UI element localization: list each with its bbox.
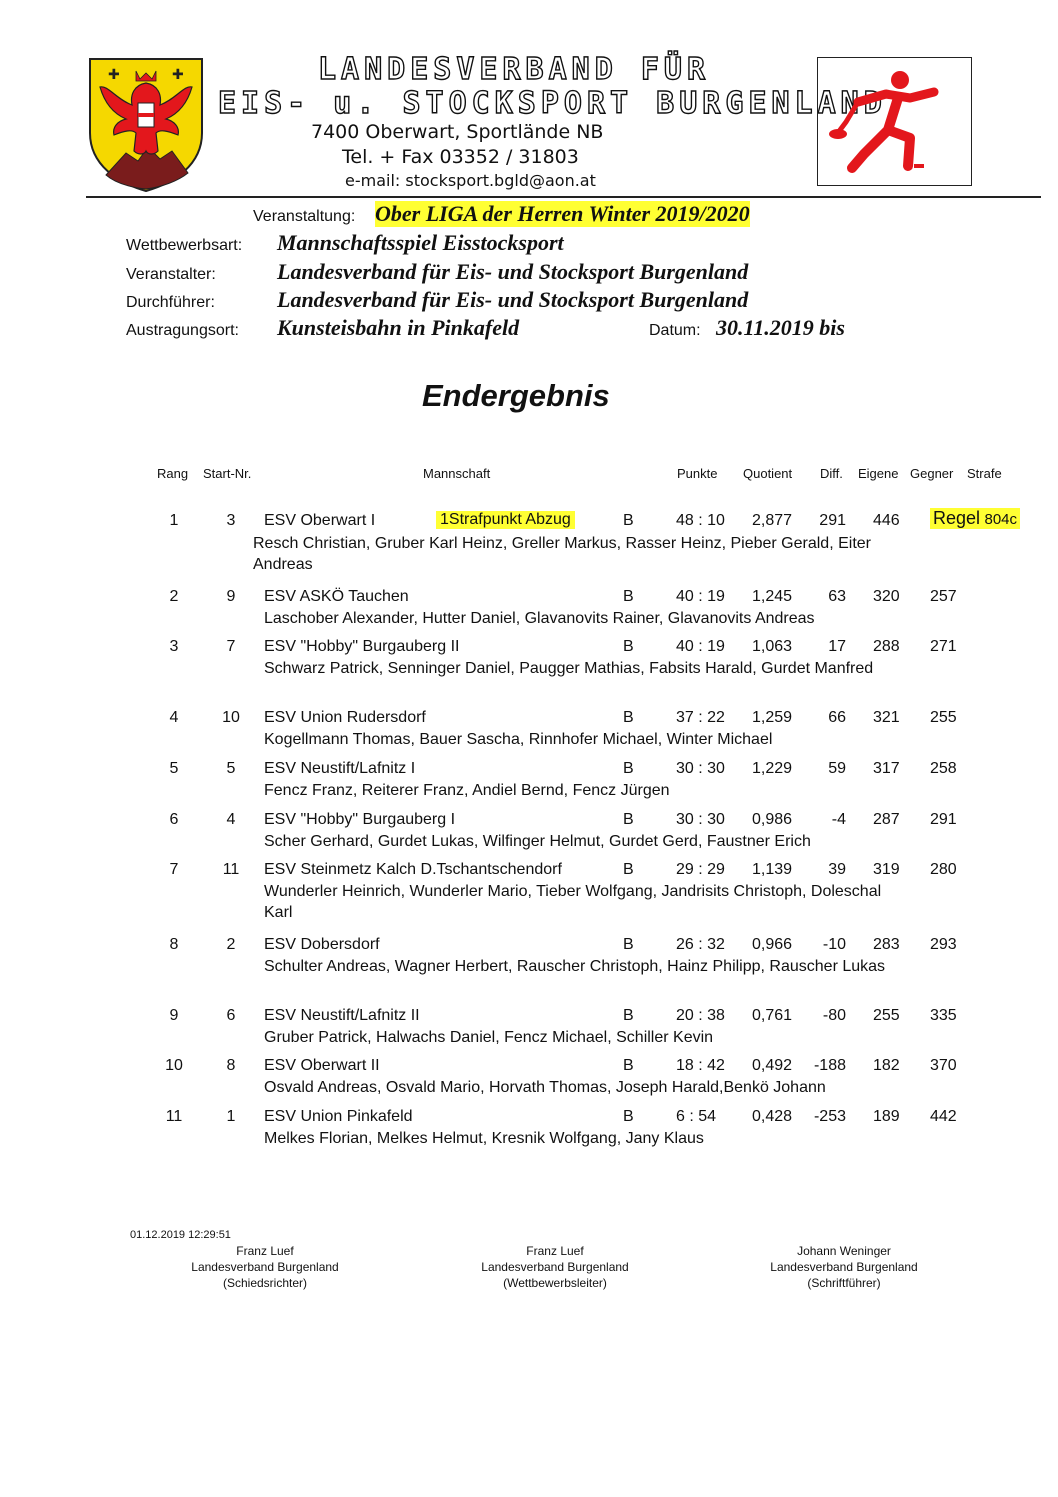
row-4-group: B [623, 709, 634, 726]
row-2-quotient: 1,245 [752, 588, 793, 605]
organization-phone: Tel. + Fax 03352 / 31803 [342, 146, 579, 168]
row-10-group: B [623, 1057, 634, 1074]
row-11-start: 1 [226, 1108, 236, 1125]
row-9-group: B [623, 1007, 634, 1024]
row-7-punkte: 29 : 29 [676, 861, 725, 878]
organization-name-line1: LANDESVERBAND FÜR [318, 52, 711, 87]
row-7-team: ESV Steinmetz Kalch D.Tschantschendorf [264, 861, 562, 878]
row-3-gegner: 271 [930, 638, 957, 655]
row-7-group: B [623, 861, 634, 878]
row-10-punkte: 18 : 42 [676, 1057, 725, 1074]
row-5-diff: 59 [828, 760, 846, 777]
burgenland-coat-of-arms-logo [86, 55, 206, 193]
row-6-team: ESV "Hobby" Burgauberg I [264, 811, 456, 828]
header-divider [86, 196, 1041, 198]
row-7-diff: 39 [828, 861, 846, 878]
row-3-start: 7 [226, 638, 236, 655]
row-4-diff: 66 [828, 709, 846, 726]
row-3-diff: 17 [828, 638, 846, 655]
row-9-eigene: 255 [873, 1007, 900, 1024]
row-7-start: 11 [222, 861, 240, 878]
row-7-rang: 7 [169, 861, 179, 878]
row-4-players: Kogellmann Thomas, Bauer Sascha, Rinnhofer Michael, Winter Michael [264, 731, 773, 748]
row-11-team: ESV Union Pinkafeld [264, 1108, 413, 1125]
header-mannschaft: Mannschaft [423, 466, 491, 481]
row-5-punkte: 30 : 30 [676, 760, 725, 777]
row-2-punkte: 40 : 19 [676, 588, 725, 605]
header-quotient: Quotient [743, 466, 793, 481]
executor-label: Durchführer: [126, 294, 215, 311]
row-8-punkte: 26 : 32 [676, 936, 725, 953]
row-1-strafe-rule: Regel [933, 508, 981, 528]
row-9-players: Gruber Patrick, Halwachs Daniel, Fencz Michael, Schiller Kevin [264, 1029, 714, 1046]
signature-referee-org: Landesverband Burgenland [191, 1260, 339, 1274]
row-3-eigene: 288 [873, 638, 900, 655]
signature-competition-leader-org: Landesverband Burgenland [481, 1260, 629, 1274]
date-label: Datum: [649, 322, 701, 339]
row-7-players: Wunderler Heinrich, Wunderler Mario, Tieber Wolfgang, Jandrisits Christoph, Doleschal Karl [264, 883, 882, 921]
row-10-eigene: 182 [873, 1057, 900, 1074]
stocksport-logo-box [817, 57, 972, 186]
row-6-punkte: 30 : 30 [676, 811, 725, 828]
row-8-group: B [623, 936, 634, 953]
row-6-eigene: 287 [873, 811, 900, 828]
row-8-gegner: 293 [930, 936, 957, 953]
stocksport-player-icon [818, 58, 971, 185]
organizer-value: Landesverband für Eis- und Stocksport Burgenland [277, 259, 749, 284]
row-3-players: Schwarz Patrick, Senninger Daniel, Paugger Mathias, Fabsits Harald, Gurdet Manfred [264, 660, 874, 677]
event-label: Veranstaltung: [253, 208, 356, 225]
row-2-gegner: 257 [930, 588, 957, 605]
print-timestamp: 01.12.2019 12:29:51 [130, 1229, 231, 1241]
row-10-rang: 10 [165, 1057, 183, 1074]
row-1-strafe [930, 508, 1020, 529]
signature-secretary-org: Landesverband Burgenland [770, 1260, 918, 1274]
row-6-quotient: 0,986 [752, 811, 793, 828]
row-2-players: Laschober Alexander, Hutter Daniel, Glavanovits Rainer, Glavanovits Andreas [264, 610, 815, 627]
row-11-quotient: 0,428 [752, 1108, 793, 1125]
header-start-nr: Start-Nr. [203, 466, 252, 481]
row-8-rang: 8 [169, 936, 179, 953]
row-1-start: 3 [226, 512, 236, 529]
row-7-quotient: 1,139 [752, 861, 793, 878]
row-6-players: Scher Gerhard, Gurdet Lukas, Wilfinger Helmut, Gurdet Gerd, Faustner Erich [264, 833, 811, 850]
row-10-quotient: 0,492 [752, 1057, 793, 1074]
event-value: Ober LIGA der Herren Winter 2019/2020 [375, 201, 750, 226]
row-11-rang: 11 [165, 1108, 183, 1125]
row-1-strafe-number: 804c [984, 511, 1018, 528]
row-7-eigene: 319 [873, 861, 900, 878]
row-9-start: 6 [226, 1007, 236, 1024]
row-6-start: 4 [226, 811, 236, 828]
row-2-team: ESV ASKÖ Tauchen [264, 588, 409, 605]
row-1-penalty-note: 1Strafpunkt Abzug [436, 511, 575, 529]
row-5-team: ESV Neustift/Lafnitz I [264, 760, 416, 777]
competition-type-label: Wettbewerbsart: [126, 237, 243, 254]
header-rang: Rang [157, 466, 189, 481]
row-8-quotient: 0,966 [752, 936, 793, 953]
row-10-team: ESV Oberwart II [264, 1057, 380, 1074]
row-4-punkte: 37 : 22 [676, 709, 725, 726]
row-8-start: 2 [226, 936, 236, 953]
row-11-group: B [623, 1108, 634, 1125]
row-5-start: 5 [226, 760, 236, 777]
signature-secretary-role: (Schriftführer) [807, 1276, 881, 1290]
row-9-rang: 9 [169, 1007, 179, 1024]
date-value: 30.11.2019 bis [716, 315, 845, 340]
row-6-gegner: 291 [930, 811, 957, 828]
row-5-eigene: 317 [873, 760, 900, 777]
header-gegner: Gegner [910, 466, 954, 481]
organization-name-line2: EIS- u. STOCKSPORT BURGENLAND [218, 86, 887, 121]
row-1-players: Resch Christian, Gruber Karl Heinz, Greller Markus, Rasser Heinz, Pieber Gerald, Eiter Andreas [253, 535, 871, 573]
row-10-start: 8 [226, 1057, 236, 1074]
header-strafe: Strafe [967, 466, 1002, 481]
signature-referee-role: (Schiedsrichter) [222, 1276, 308, 1290]
competition-type-value: Mannschaftsspiel Eisstocksport [277, 230, 564, 255]
signature-competition-leader [481, 1243, 628, 1291]
svg-text:✚: ✚ [172, 67, 184, 83]
row-5-quotient: 1,229 [752, 760, 793, 777]
row-8-players: Schulter Andreas, Wagner Herbert, Rauscher Christoph, Hainz Philipp, Rauscher Lukas [264, 958, 886, 975]
row-11-players: Melkes Florian, Melkes Helmut, Kresnik Wolfgang, Jany Klaus [264, 1130, 704, 1147]
row-1-quotient: 2,877 [752, 512, 793, 529]
row-6-group: B [623, 811, 634, 828]
row-4-quotient: 1,259 [752, 709, 793, 726]
row-3-punkte: 40 : 19 [676, 638, 725, 655]
row-10-diff: -188 [813, 1057, 846, 1074]
row-6-diff: -4 [831, 811, 846, 828]
row-8-diff: -10 [822, 936, 846, 953]
row-3-rang: 3 [169, 638, 179, 655]
organization-email: e-mail: stocksport.bgld@aon.at [345, 171, 596, 190]
page-title: Endergebnis [422, 378, 610, 413]
row-9-team: ESV Neustift/Lafnitz II [264, 1007, 420, 1024]
row-9-quotient: 0,761 [752, 1007, 793, 1024]
row-1-team: ESV Oberwart I [264, 512, 376, 529]
row-8-eigene: 283 [873, 936, 900, 953]
row-1-eigene: 446 [873, 512, 900, 529]
row-2-diff: 63 [828, 588, 846, 605]
row-9-diff: -80 [822, 1007, 846, 1024]
organization-address: 7400 Oberwart, Sportlände NB [311, 121, 604, 143]
signature-referee-name: Franz Luef [236, 1244, 294, 1258]
row-1-diff: 291 [819, 512, 846, 529]
row-8-team: ESV Dobersdorf [264, 936, 380, 953]
row-3-team: ESV "Hobby" Burgauberg II [264, 638, 460, 655]
row-5-group: B [623, 760, 634, 777]
row-11-diff: -253 [813, 1108, 846, 1125]
row-10-players: Osvald Andreas, Osvald Mario, Horvath Thomas, Joseph Harald,Benkö Johann [264, 1079, 826, 1096]
row-9-gegner: 335 [930, 1007, 957, 1024]
venue-value: Kunsteisbahn in Pinkafeld [277, 315, 520, 340]
row-1-punkte: 48 : 10 [676, 512, 725, 529]
header-eigene: Eigene [858, 466, 899, 481]
row-5-players: Fencz Franz, Reiterer Franz, Andiel Bernd, Fencz Jürgen [264, 782, 670, 799]
header-diff: Diff. [820, 466, 843, 481]
signature-secretary-name: Johann Weninger [797, 1244, 891, 1258]
row-11-punkte: 6 : 54 [676, 1108, 717, 1125]
row-10-gegner: 370 [930, 1057, 957, 1074]
executor-value: Landesverband für Eis- und Stocksport Burgenland [277, 287, 749, 312]
row-2-eigene: 320 [873, 588, 900, 605]
row-7-gegner: 280 [930, 861, 957, 878]
row-11-gegner: 442 [930, 1108, 957, 1125]
row-9-punkte: 20 : 38 [676, 1007, 725, 1024]
row-1-rang: 1 [169, 512, 179, 529]
row-4-eigene: 321 [873, 709, 900, 726]
row-1-group: B [623, 512, 634, 529]
row-4-gegner: 255 [930, 709, 957, 726]
row-2-group: B [623, 588, 634, 605]
organizer-label: Veranstalter: [126, 266, 216, 283]
svg-text:✚: ✚ [108, 67, 120, 83]
venue-label: Austragungsort: [126, 322, 239, 339]
signature-secretary [770, 1243, 917, 1291]
row-3-quotient: 1,063 [752, 638, 793, 655]
row-4-start: 10 [222, 709, 240, 726]
row-6-rang: 6 [169, 811, 179, 828]
row-5-rang: 5 [169, 760, 179, 777]
row-2-rang: 2 [169, 588, 179, 605]
row-5-gegner: 258 [930, 760, 957, 777]
row-4-rang: 4 [169, 709, 179, 726]
row-4-team: ESV Union Rudersdorf [264, 709, 426, 726]
signature-competition-leader-name: Franz Luef [526, 1244, 584, 1258]
row-11-eigene: 189 [873, 1108, 900, 1125]
header-punkte: Punkte [677, 466, 718, 481]
signature-competition-leader-role: (Wettbewerbsleiter) [503, 1276, 607, 1290]
row-3-group: B [623, 638, 634, 655]
signature-referee [191, 1243, 338, 1291]
row-2-start: 9 [226, 588, 236, 605]
